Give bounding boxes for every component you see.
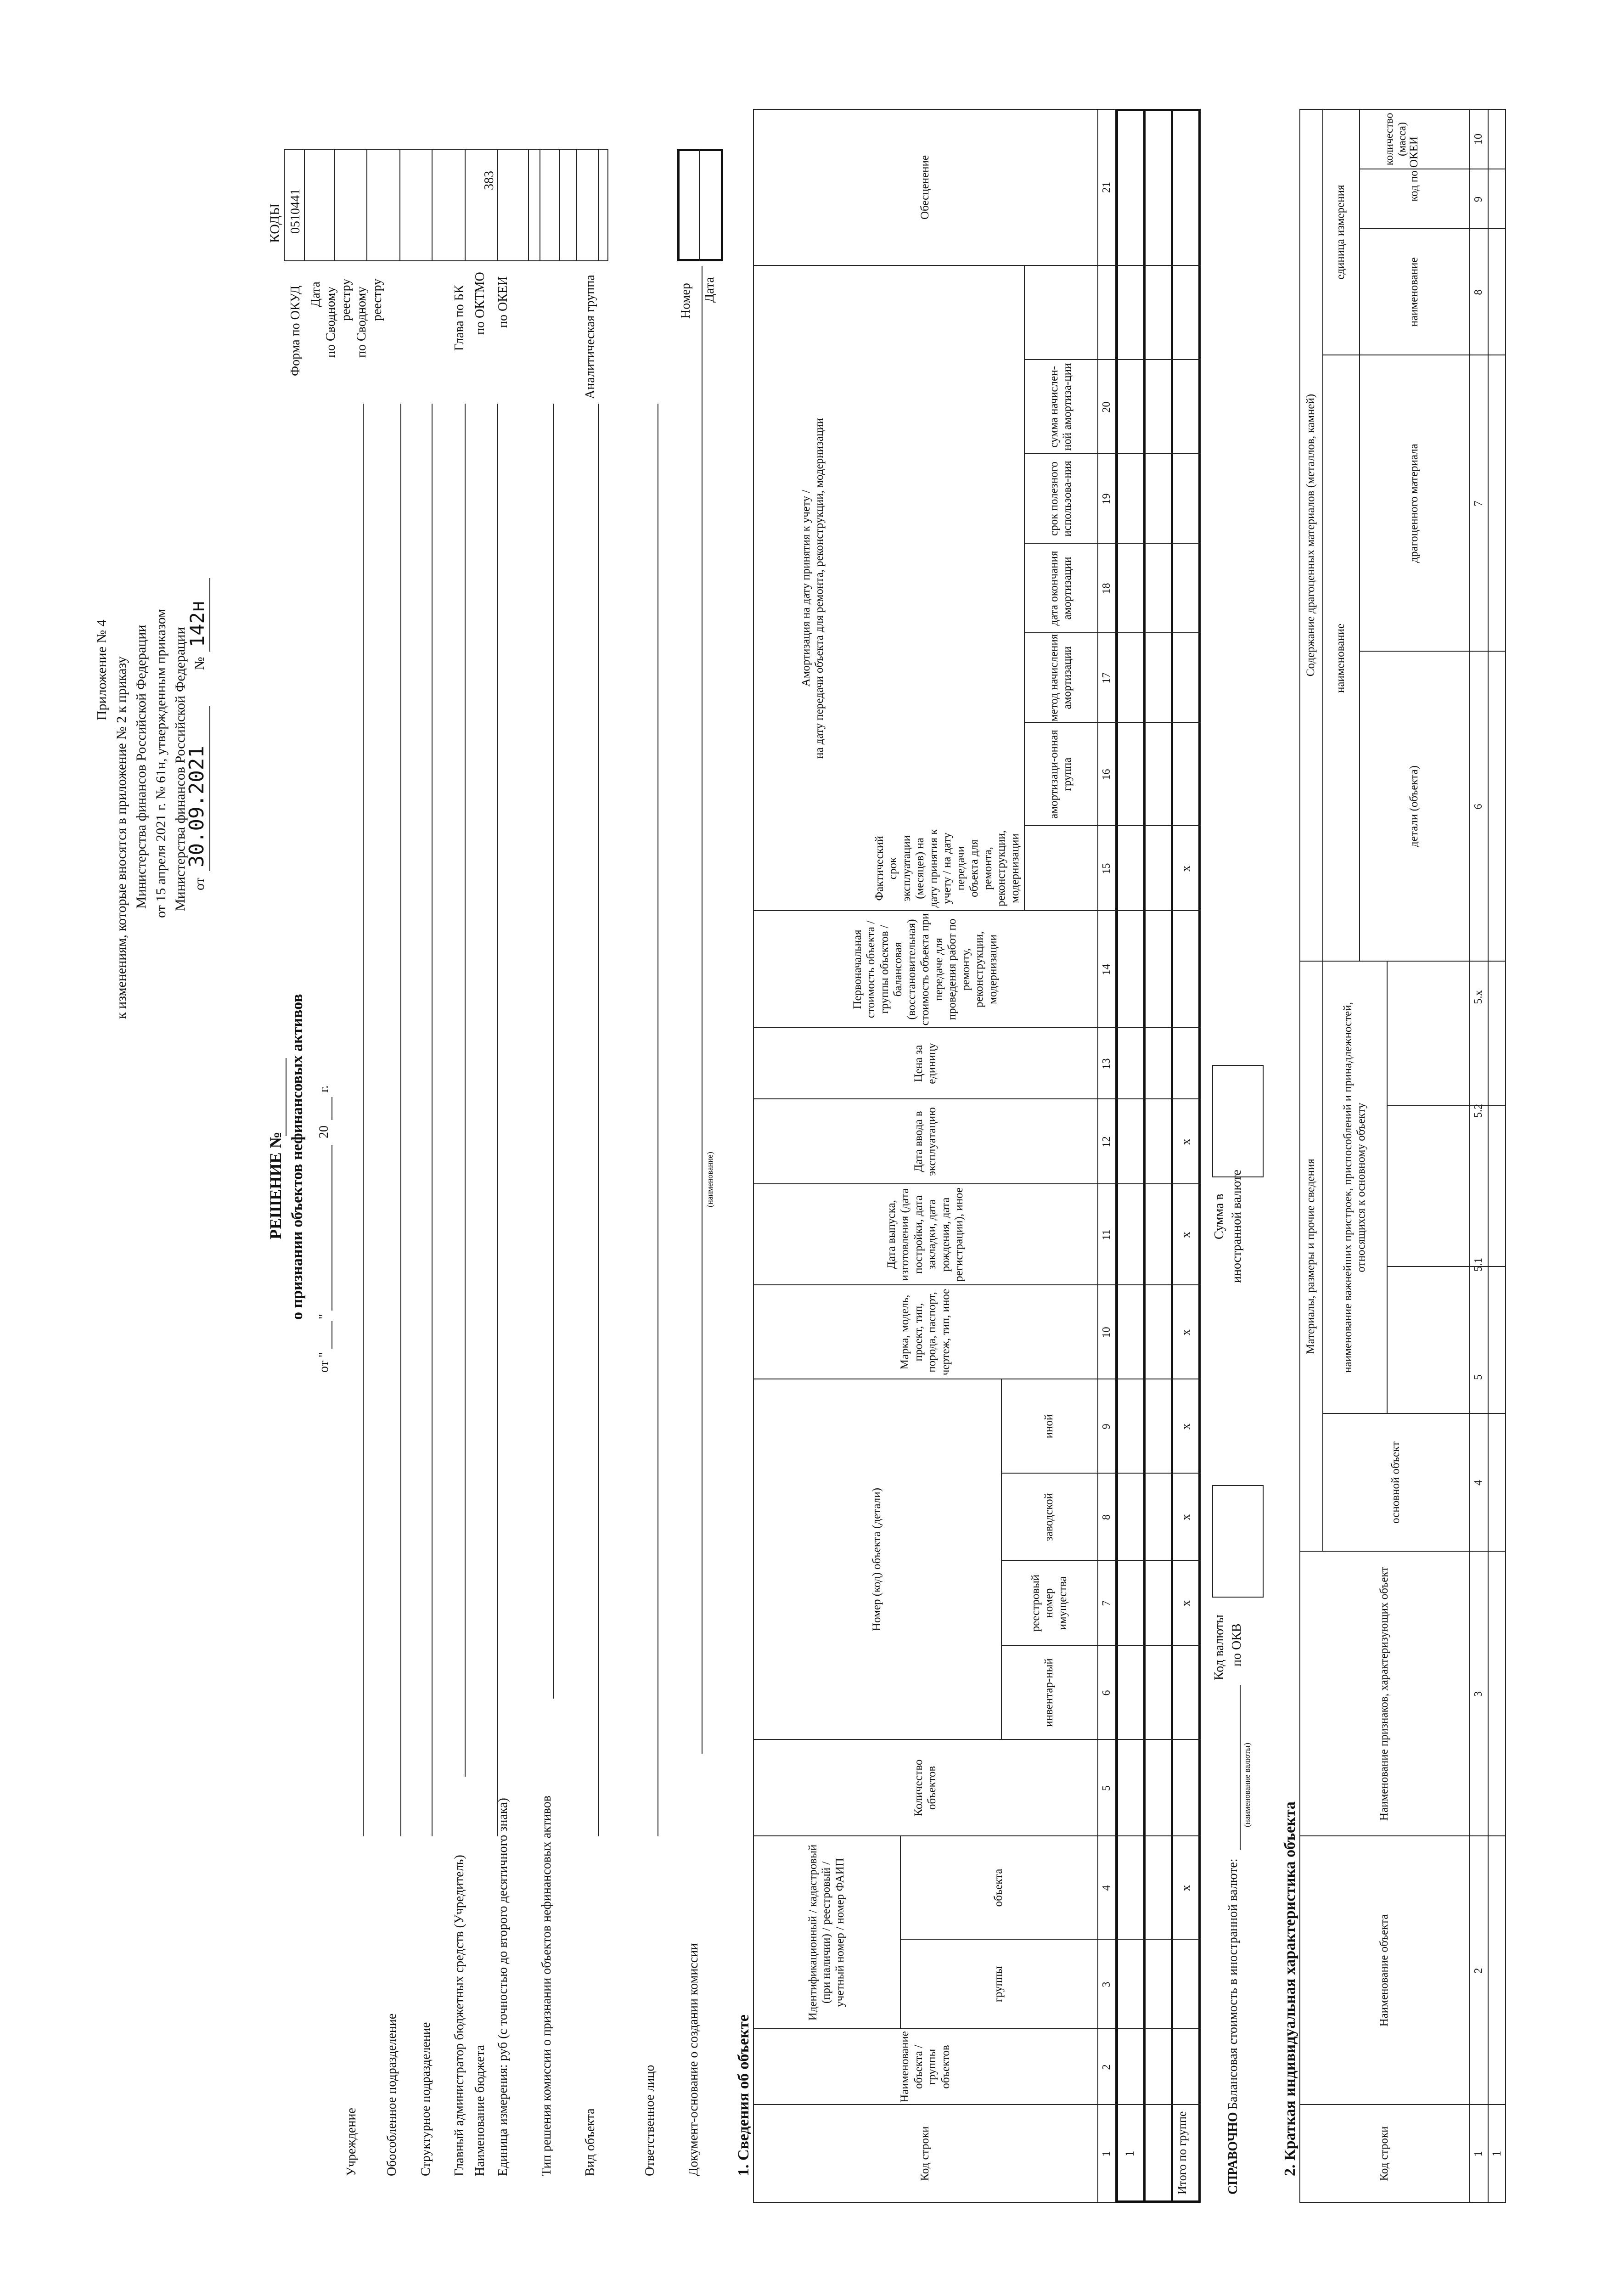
field-separate-unit: Обособленное подразделение bbox=[385, 2013, 399, 2176]
appendix-number: 142н bbox=[186, 600, 208, 647]
s2-col-number: 10 bbox=[1472, 134, 1484, 145]
s1-h-ident: Идентификационный / кадастровый (при наличии) / реестровый / учетный номер / номер ФАИП bbox=[806, 1844, 846, 2021]
field-document-basis: Документ-основание о создании комиссии bbox=[686, 1943, 701, 2176]
s2-h-code: Код строки bbox=[1378, 2126, 1391, 2181]
s1-x-mark: x bbox=[1179, 1424, 1192, 1429]
s2-h-name: Наименование объекта bbox=[1378, 1914, 1391, 2027]
s1-col-number: 7 bbox=[1100, 1600, 1113, 1606]
s1-x-mark: x bbox=[1179, 1514, 1192, 1520]
reference-currency-code-1: Код валюты bbox=[1212, 1615, 1226, 1680]
s2-h-pname: наименование bbox=[1334, 623, 1347, 693]
s1-h-object: объекта bbox=[992, 1868, 1005, 1907]
field-budget-name: Наименование бюджета bbox=[473, 2045, 487, 2176]
s1-h-code: Код строки bbox=[919, 2126, 932, 2181]
s2-h-unit: единица измерения bbox=[1334, 185, 1347, 280]
reference-label: СПРАВОЧНО bbox=[1226, 2112, 1240, 2195]
s2-h-okei: код по ОКЕИ bbox=[1408, 136, 1421, 202]
s1-col-number: 8 bbox=[1100, 1514, 1113, 1520]
s1-h-qty: Количество объектов bbox=[912, 1759, 938, 1817]
okei-code: 383 bbox=[482, 171, 496, 190]
s1-col-number: 14 bbox=[1100, 964, 1113, 975]
s1-h-amort-line2: на дату передачи объекта для ремонта, реконструкции, модернизации bbox=[813, 418, 826, 759]
s2-col-number: 1 bbox=[1472, 2151, 1484, 2157]
reference-currency-code-2: по ОКВ bbox=[1230, 1623, 1244, 1666]
appendix-number-label: № bbox=[192, 657, 207, 670]
s1-h-amort bbox=[755, 266, 870, 910]
s1-h-method: метод начисления амортизации bbox=[1047, 634, 1073, 722]
s2-h-add-line2: относящихся к основному объекту bbox=[1355, 1103, 1367, 1272]
s1-x-mark: x bbox=[1179, 1139, 1192, 1145]
s1-col-number: 15 bbox=[1100, 863, 1113, 874]
s1-h-actual: Фактический срок эксплуатации (месяцев) на дату принятия к учету / на дату передачи объекта для ремонта, реконструкции, модернизации bbox=[873, 829, 1021, 908]
s2-h-signs: Наименование признаков, характеризующих объект bbox=[1378, 1566, 1391, 1821]
s2-h-additions bbox=[1323, 962, 1386, 1413]
label-svod-2a: по Сводному bbox=[354, 286, 369, 358]
reference-foreign-2: иностранной валюте bbox=[1230, 1170, 1244, 1283]
s2-h-add-line1: наименование важнейших пристроек, приспособлений и принадлежностей, bbox=[1341, 1002, 1354, 1373]
label-analytic: Аналитическая группа bbox=[583, 275, 597, 399]
field-structural-unit: Структурное подразделение bbox=[419, 2022, 433, 2176]
number-date-box bbox=[677, 149, 723, 261]
s1-col-number: 2 bbox=[1100, 2064, 1113, 2070]
s1-h-inv: инвентар-ный bbox=[1043, 1658, 1056, 1727]
s1-col-number: 20 bbox=[1100, 401, 1113, 413]
s2-h-materials: Материалы, размеры и прочие сведения bbox=[1304, 1159, 1317, 1354]
s1-h-name: Наименование объекта / группы объектов bbox=[899, 2031, 952, 2103]
label-date: Дата bbox=[309, 281, 323, 307]
s1-h-amgroup: амортизаци-онная группа bbox=[1047, 730, 1073, 819]
s1-h-number: Номер (код) объекта (детали) bbox=[871, 1488, 883, 1631]
reference-currency-name: (наименование валюты) bbox=[1242, 1743, 1252, 1827]
label-okei: по ОКЕИ bbox=[496, 276, 510, 328]
s1-h-release: Дата выпуска, изготовления (дата постройки, дата закладки, дата рождения, дата регистрации), иное bbox=[885, 1187, 965, 1282]
s1-h-reg: реестровый номер имущества bbox=[1029, 1574, 1069, 1632]
s1-col-number: 1 bbox=[1100, 2151, 1113, 2157]
s1-h-sum: сумма начислен-ной амортиза-ции bbox=[1047, 363, 1073, 451]
s1-x-mark: x bbox=[1179, 866, 1192, 872]
s2-col-number: 9 bbox=[1472, 197, 1484, 202]
label-svod-1b: реестру bbox=[339, 278, 353, 321]
field-responsible: Ответственное лицо bbox=[643, 2065, 657, 2176]
s1-col-number: 5 bbox=[1100, 1785, 1113, 1791]
label-number: Номер bbox=[679, 283, 693, 319]
appendix-line-1: Приложение № 4 bbox=[94, 619, 109, 720]
label-date-2: Дата bbox=[703, 277, 717, 303]
date-line-g: г. bbox=[317, 1085, 331, 1092]
date-line-prefix: от " bbox=[317, 1352, 331, 1373]
decision-title: РЕШЕНИЕ № bbox=[266, 1131, 285, 1239]
s1-col-number: 16 bbox=[1100, 769, 1113, 780]
s1-row1-code: 1 bbox=[1123, 2150, 1136, 2157]
s1-h-brand: Марка, модель, проект, тип, порода, паспорт, чертеж, тип, иное bbox=[899, 1289, 952, 1376]
appendix-line-2: к изменениям, которые вносятся в приложение № 2 к приказу bbox=[114, 656, 129, 1019]
s1-col-number: 3 bbox=[1100, 1981, 1113, 1987]
s1-h-other: иной bbox=[1043, 1414, 1056, 1439]
s1-total-label: Итого по группе bbox=[1175, 2111, 1189, 2195]
s1-col-number: 9 bbox=[1100, 1424, 1113, 1429]
okud-code: 0510441 bbox=[288, 189, 303, 234]
section2-title: 2. Краткая индивидуальная характеристика объекта bbox=[1281, 1801, 1298, 2176]
s1-col-number: 19 bbox=[1100, 493, 1113, 505]
s1-x-mark: x bbox=[1179, 1885, 1192, 1891]
field-chief-admin: Главный администратор бюджетных средств (Учредитель) bbox=[452, 1855, 466, 2176]
s2-h-qty: количество (масса) bbox=[1383, 113, 1408, 166]
s2-col-number: 5.2 bbox=[1472, 1104, 1484, 1118]
s1-col-number: 11 bbox=[1100, 1229, 1113, 1240]
s1-h-factory: заводской bbox=[1043, 1493, 1056, 1541]
s2-h-uname: наименование bbox=[1408, 257, 1421, 327]
s1-col-number: 10 bbox=[1100, 1327, 1113, 1338]
codes-header: КОДЫ bbox=[267, 203, 282, 243]
s1-x-mark: x bbox=[1179, 1600, 1192, 1606]
field-decision-type: Тип решения комиссии о признании объектов нефинансовых активов bbox=[540, 1795, 554, 2176]
s1-x-mark: x bbox=[1179, 1329, 1192, 1335]
s1-h-group: группы bbox=[992, 1966, 1005, 2003]
appendix-from-label: от bbox=[192, 878, 207, 890]
foreign-sum-box bbox=[1212, 1065, 1264, 1177]
s1-col-number: 12 bbox=[1100, 1136, 1113, 1148]
s1-x-mark: x bbox=[1179, 1232, 1192, 1238]
s2-col-number: 4 bbox=[1472, 1480, 1484, 1486]
s1-col-number: 18 bbox=[1100, 583, 1113, 594]
s1-h-initial: Первоначальная стоимость объекта / группы объектов / балансовая (восстановительная) стоимость объекта при передаче для проведения работ по ремонту, реконструкции, модернизации bbox=[851, 913, 999, 1026]
field-institution: Учреждение bbox=[344, 2108, 359, 2176]
s1-h-commission: Дата ввода в эксплуатацию bbox=[912, 1107, 938, 1176]
s2-col-number: 5.1 bbox=[1472, 1258, 1484, 1272]
currency-code-box bbox=[1212, 1485, 1264, 1598]
analytic-box-2 bbox=[576, 149, 608, 261]
label-svod-2b: реестру bbox=[370, 278, 384, 321]
s1-h-enddate: дата окончания амортизации bbox=[1047, 551, 1073, 626]
s2-col-number: 6 bbox=[1472, 804, 1484, 810]
s1-col-number: 17 bbox=[1100, 672, 1113, 684]
date-line-year: 20 bbox=[317, 1125, 331, 1138]
appendix-line-3: Министерства финансов Российской Федерации bbox=[134, 625, 149, 909]
s1-col-number: 4 bbox=[1100, 1885, 1113, 1891]
s2-col-number: 5.x bbox=[1472, 990, 1484, 1004]
s1-col-number: 13 bbox=[1100, 1058, 1113, 1069]
s2-row1-code: 1 bbox=[1489, 2150, 1503, 2157]
codes-box bbox=[284, 149, 560, 261]
reference-foreign-1: Сумма в bbox=[1212, 1193, 1226, 1239]
label-svod-1a: по Сводному bbox=[324, 286, 338, 358]
s2-col-number: 8 bbox=[1472, 289, 1484, 295]
s1-h-encumbrance: Обесценение bbox=[919, 155, 932, 220]
appendix-line-4: от 15 апреля 2021 г. № 61н, утвержденным приказом bbox=[153, 609, 169, 918]
label-bk: Глава по БК bbox=[452, 285, 466, 351]
label-oktmo: по ОКТМО bbox=[473, 272, 487, 335]
label-okud: Форма по ОКУД bbox=[288, 285, 303, 376]
reference-text: Балансовая стоимость в иностранной валюте: bbox=[1226, 1858, 1240, 2110]
field-unit: Единица измерения: руб (с точностью до второго десятичного знака) bbox=[496, 1798, 510, 2176]
s1-h-amort-line1: Амортизация на дату принятия к учету / bbox=[799, 490, 812, 687]
field-naimenovanie: (наименование) bbox=[705, 1152, 714, 1207]
s2-col-number: 2 bbox=[1472, 1968, 1484, 1974]
s2-h-detail: детали (объекта) bbox=[1408, 765, 1421, 847]
s2-col-number: 5 bbox=[1472, 1374, 1484, 1380]
s2-h-precious: Содержание драгоценных материалов (металлов, камней) bbox=[1304, 394, 1317, 677]
date-line-quote: " bbox=[317, 1314, 331, 1319]
section1-title: 1. Сведения об объекте bbox=[735, 2015, 752, 2176]
s1-col-number: 6 bbox=[1100, 1690, 1113, 1696]
field-object-kind: Вид объекта bbox=[583, 2108, 597, 2176]
appendix-date: 30.09.2021 bbox=[185, 746, 208, 867]
s2-h-material: драгоценного материала bbox=[1408, 444, 1421, 563]
decision-subtitle: о признании объектов нефинансовых активов bbox=[289, 994, 306, 1320]
s2-h-main: основной объект bbox=[1389, 1441, 1402, 1524]
appendix-line-5: Министерства финансов Российской Федерации bbox=[173, 627, 188, 911]
s2-col-number: 3 bbox=[1472, 1691, 1484, 1697]
s1-h-price: Цена за единицу bbox=[912, 1043, 938, 1084]
s1-col-number: 21 bbox=[1100, 182, 1113, 193]
s2-col-number: 7 bbox=[1472, 501, 1484, 506]
s1-h-life: срок полезного использова-ния bbox=[1047, 461, 1073, 537]
